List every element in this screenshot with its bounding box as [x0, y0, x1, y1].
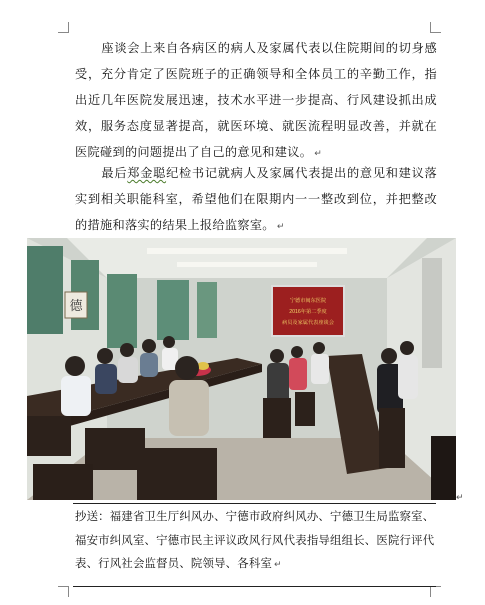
- cc-text: 抄送：福建省卫生厅纠风办、宁德市政府纠风办、宁德卫生局监察室、福安市纠风室、宁德市民主评议政风行风代表指导组组长、医院行评代表、行风社会监督员、院领导、各科室: [75, 509, 435, 570]
- cc-top-rule: [73, 503, 436, 504]
- paragraph-1[interactable]: [75, 35, 437, 167]
- paragraph-mark: ↵: [274, 560, 282, 570]
- screen-line-1: 宁德市闽东医院: [289, 298, 327, 304]
- meeting-photo: [27, 238, 456, 500]
- paragraph-2-text-a: 最后: [101, 166, 128, 180]
- paragraph-mark: ↵: [314, 149, 323, 159]
- screen-line-3: 病员及家属代表座谈会: [282, 320, 334, 326]
- cc-distribution-list[interactable]: [75, 505, 437, 578]
- crop-mark-top-left: [58, 22, 69, 33]
- paragraph-mark: ↵: [276, 222, 285, 232]
- crop-mark-bottom-right: [430, 586, 441, 597]
- paragraph-2[interactable]: [75, 160, 437, 240]
- crop-mark-top-right: [430, 22, 441, 33]
- paragraph-mark: ↵: [456, 493, 464, 503]
- crop-mark-bottom-left: [58, 586, 69, 597]
- proofing-underlined-name: 郑金聪: [127, 166, 167, 180]
- paragraph-2-text-b: 纪检书记就病人及家属代表提出的意见和建议落实到相关职能科室，希望他们在限期内一一整改到位，并把整改的措施和落实的结果上报给监察室。: [75, 166, 437, 232]
- paragraph-1-text: 座谈会上来自各病区的病人及家属代表以住院期间的切身感受，充分肯定了医院班子的正确领导和全体员工的辛勤工作，指出近几年医院发展迅速，技术水平进一步提高、行风建设抓出成效，服务态度显著提高，就医环境、就医流程明显改善，并就在医院碰到的问题提出了自己的意见和建议。: [75, 41, 437, 159]
- wall-sign-text: 德: [69, 299, 83, 314]
- meeting-photo-illustration: [27, 238, 456, 500]
- screen-line-2: 2016年第二季度: [289, 309, 327, 315]
- cc-bottom-rule: [73, 586, 436, 587]
